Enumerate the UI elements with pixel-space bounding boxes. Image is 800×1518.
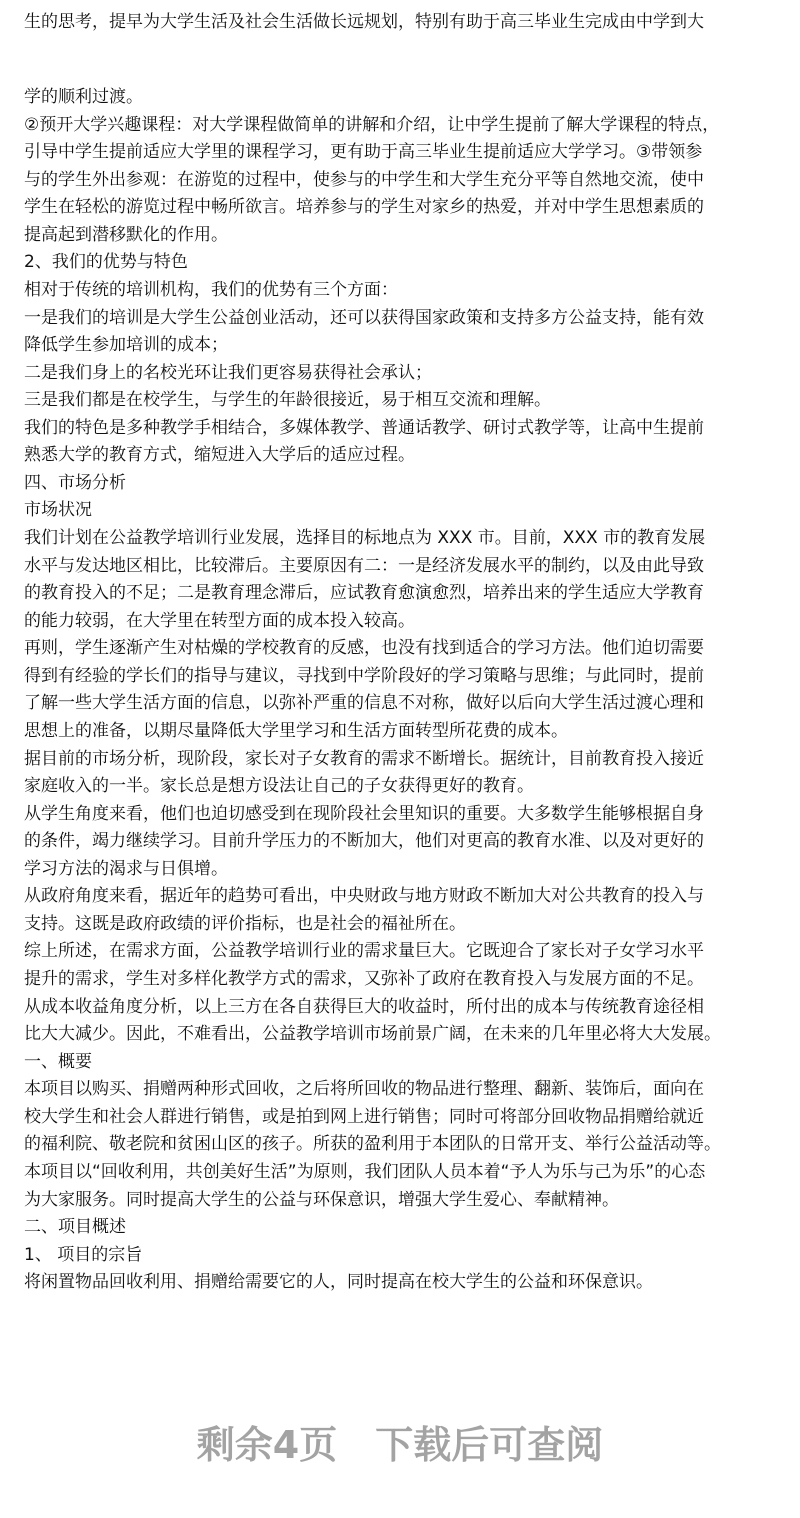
text-line: 市场状况 [24,500,92,521]
text-line: 2、我们的优势与特色 [24,252,188,273]
text-line: 支持。这既是政府政绩的评价指标，也是社会的福祉所在。 [24,913,466,934]
text-line: 一是我们的培训是大学生公益创业活动，还可以获得国家政策和支持多方公益支持，能有效 [24,307,704,328]
text-line: ②预开大学兴趣课程：对大学课程做简单的讲解和介绍，让中学生提前了解大学课程的特点， [24,114,720,135]
text-line: 了解一些大学生活方面的信息，以弥补严重的信息不对称，做好以后向大学生活过渡心理和 [24,693,704,714]
text-line: 提高起到潜移默化的作用。 [24,224,228,245]
text-line: 家庭收入的一半。家长总是想方设法让自己的子女获得更好的教育。 [24,776,534,797]
text-line: 据目前的市场分析，现阶段，家长对子女教育的需求不断增长。据统计，目前教育投入接近 [24,748,704,769]
document-first-line: 生的思考，提早为大学生活及社会生活做长远规划，特别有助于高三毕业生完成由中学到大 [24,12,704,32]
text-line: 水平与发达地区相比，比较滞后。主要原因有二：一是经济发展水平的制约，以及由此导致 [24,555,704,576]
text-line: 提升的需求，学生对多样化教学方式的需求，又弥补了政府在教育投入与发展方面的不足。 [24,969,704,989]
text-line: 综上所述，在需求方面，公益教学培训行业的需求量巨大。它既迎合了家长对子女学习水平 [24,941,704,962]
text-line: 思想上的准备，以期尽量降低大学里学习和生活方面转型所花费的成本。 [24,720,568,741]
text-line: 比大大减少。因此，不难看出，公益教学培训市场前景广阔，在未来的几年里必将大大发展。 [24,1024,721,1045]
text-line: 相对于传统的培训机构，我们的优势有三个方面： [24,279,398,300]
text-line: 一、概要 [24,1051,92,1072]
text-line: 本项目以“回收利用，共创美好生活”为原则，我们团队人员本着“予人为乐与己为乐”的心态 [24,1161,706,1182]
text-line: 的教育投入的不足；二是教育理念滞后，应试教育愈演愈烈，培养出来的学生适应大学教育 [24,583,704,604]
text-line: 与的学生外出参观：在游览的过程中，使参与的中学生和大学生充分平等自然地交流，使中 [24,169,704,190]
text-line: 的条件，竭力继续学习。目前升学压力的不断加大，他们对更高的教育水准、以及对更好的 [24,831,704,852]
text-line: 将闲置物品回收利用、捐赠给需要它的人，同时提高在校大学生的公益和环保意识。 [24,1272,653,1293]
text-line: 学的顺利过渡。 [24,87,143,107]
text-line: 我们的特色是多种教学手相结合，多媒体教学、普通话教学、研讨式教学等，让高中生提前 [24,417,704,438]
text-line: 我们计划在公益教学培训行业发展，选择目的标地点为 XXX 市。目前，XXX 市的教育发展 [24,528,706,548]
text-line: 学习方法的渴求与日俱增。 [24,858,228,879]
text-line: 熟悉大学的教育方式，缩短进入大学后的适应过程。 [24,445,415,466]
text-line: 从政府角度来看，据近年的趋势可看出，中央财政与地方财政不断加大对公共教育的投入与 [24,886,704,907]
text-line: 引导中学生提前适应大学里的课程学习，更有助于高三毕业生提前适应大学学习。③带领参 [24,142,703,163]
text-line: 本项目以购买、捐赠两种形式回收，之后将所回收的物品进行整理、翻新、装饰后，面向在 [24,1079,704,1100]
text-line: 从成本收益角度分析，以上三方在各自获得巨大的收益时，所付出的成本与传统教育途径相 [24,996,704,1017]
text-line: 从学生角度来看，他们也迫切感受到在现阶段社会里知识的重要。大多数学生能够根据自身 [24,803,704,824]
text-line: 三是我们都是在校学生，与学生的年龄很接近，易于相互交流和理解。 [24,390,551,411]
text-line: 的福利院、敬老院和贫困山区的孩子。所获的盈利用于本团队的日常开支、举行公益活动等。 [24,1134,721,1155]
remaining-pages-download-notice[interactable]: 剩余4页 下载后可查阅 [196,1423,604,1467]
text-line: 的能力较弱，在大学里在转型方面的成本投入较高。 [24,610,415,631]
text-line: 得到有经验的学长们的指导与建议，寻找到中学阶段好的学习策略与思维；与此同时，提前 [24,665,704,686]
text-line: 学生在轻松的游览过程中畅所欲言。培养参与的学生对家乡的热爱，并对中学生思想素质的 [24,197,704,218]
text-line: 二是我们身上的名校光环让我们更容易获得社会承认； [24,362,432,383]
text-line: 二、项目概述 [24,1217,126,1238]
text-line: 再则，学生逐渐产生对枯燥的学校教育的反感，也没有找到适合的学习方法。他们迫切需要 [24,638,704,659]
text-line: 为大家服务。同时提高大学生的公益与环保意识，增强大学生爱心、奉献精神。 [24,1189,619,1210]
text-line: 四、市场分析 [24,472,126,493]
text-line: 降低学生参加培训的成本； [24,335,228,356]
text-line: 1、 项目的宗旨 [24,1244,143,1265]
document-body [24,84,721,1297]
text-line: 校大学生和社会人群进行销售，或是拍到网上进行销售；同时可将部分回收物品捐赠给就近 [24,1106,704,1127]
